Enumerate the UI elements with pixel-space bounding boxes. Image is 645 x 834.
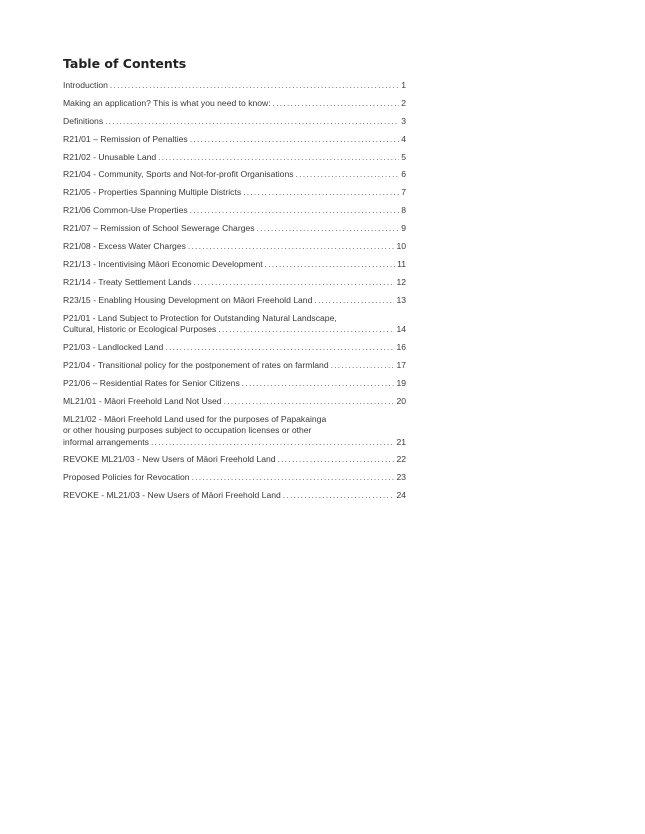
toc-entry[interactable] — [63, 342, 406, 354]
dot-leader — [257, 223, 400, 235]
toc-entry-title: Introduction — [63, 80, 108, 90]
toc-entry-row — [63, 295, 406, 307]
toc-entry-row — [63, 396, 406, 408]
toc-entry-title: R21/07 – Remission of School Sewerage Charges — [63, 223, 255, 234]
toc-page-number: 8 — [401, 205, 406, 216]
toc-page-number: 4 — [401, 133, 406, 144]
toc-entry-row — [63, 223, 406, 235]
toc-entry-title: R21/01 – Remission of Penalties — [63, 133, 188, 144]
toc-entry-row — [63, 342, 406, 354]
toc-entry-row — [63, 116, 406, 128]
page-title: Table of Contents — [63, 56, 187, 71]
toc-entry-row — [63, 490, 406, 502]
toc-page-number: 16 — [396, 341, 406, 352]
toc-list — [63, 80, 406, 502]
toc-entry[interactable] — [63, 98, 406, 110]
dot-leader — [151, 437, 394, 449]
toc-entry-row — [63, 241, 406, 253]
toc-page-number: 3 — [401, 115, 406, 126]
toc-page-number: 12 — [396, 276, 406, 287]
dot-leader — [242, 378, 395, 390]
toc-entry[interactable] — [63, 360, 406, 372]
toc-entry-row — [63, 80, 406, 92]
dot-leader — [105, 116, 399, 128]
toc-entry[interactable] — [63, 169, 406, 181]
toc-page-number: 14 — [396, 324, 406, 335]
toc-entry-row — [63, 98, 406, 110]
toc-entry[interactable] — [63, 295, 406, 307]
toc-entry-title: R21/05 - Properties Spanning Multiple Districts — [63, 187, 242, 198]
toc-entry-title-line: or other housing purposes subject to occupation licenses or other — [63, 425, 312, 436]
toc-page-number: 10 — [396, 241, 406, 252]
toc-entry[interactable] — [63, 277, 406, 289]
dot-leader — [278, 454, 395, 466]
dot-leader — [296, 169, 400, 181]
toc-entry-title: Cultural, Historic or Ecological Purposes — [63, 324, 217, 335]
toc-entry[interactable] — [63, 80, 406, 92]
toc-entry[interactable] — [63, 313, 406, 336]
dot-leader — [110, 80, 399, 92]
toc-entry-title: R21/06 Common-Use Properties — [63, 205, 188, 216]
toc-entry-title: ML21/01 - Māori Freehold Land Not Used — [63, 395, 222, 406]
toc-entry[interactable] — [63, 223, 406, 235]
toc-page-number: 2 — [401, 97, 406, 108]
dot-leader — [224, 396, 395, 408]
toc-page-number: 5 — [401, 151, 406, 162]
dot-leader — [331, 360, 395, 372]
toc-entry-row — [63, 259, 406, 271]
toc-entry-title: R21/14 - Treaty Settlement Lands — [63, 276, 192, 287]
toc-entry[interactable] — [63, 490, 406, 502]
toc-page-number: 24 — [396, 490, 406, 501]
toc-entry[interactable] — [63, 472, 406, 484]
document-page — [63, 56, 406, 508]
toc-entry-title-line: P21/01 - Land Subject to Protection for Outstanding Natural Landscape, — [63, 312, 337, 323]
toc-page-number: 17 — [396, 359, 406, 370]
toc-entry-row — [63, 187, 406, 199]
toc-page-number: 19 — [396, 377, 406, 388]
dot-leader — [190, 134, 400, 146]
toc-entry-title: R21/04 - Community, Sports and Not-for-profit Organisations — [63, 169, 294, 180]
toc-entry-row — [63, 277, 406, 289]
toc-entry[interactable] — [63, 414, 406, 449]
toc-entry-title: R21/02 - Unusable Land — [63, 151, 157, 162]
toc-entry[interactable] — [63, 378, 406, 390]
toc-entry-title: REVOKE ML21/03 - New Users of Māori Freehold Land — [63, 454, 276, 465]
dot-leader — [283, 490, 395, 502]
toc-entry-row — [63, 152, 406, 164]
toc-page-number: 13 — [396, 294, 406, 305]
toc-page-number: 21 — [396, 436, 406, 447]
toc-page-number: 22 — [396, 454, 406, 465]
toc-entry-row — [63, 378, 406, 390]
toc-page-number: 1 — [401, 80, 406, 90]
toc-entry-row — [63, 205, 406, 217]
dot-leader — [314, 295, 394, 307]
toc-entry-row — [63, 437, 406, 449]
toc-entry-title-line: ML21/02 - Māori Freehold Land used for the purposes of Papakainga — [63, 413, 327, 424]
toc-page-number: 23 — [396, 472, 406, 483]
toc-entry[interactable] — [63, 134, 406, 146]
toc-entry-title: REVOKE - ML21/03 - New Users of Māori Freehold Land — [63, 490, 281, 501]
toc-page-number: 7 — [401, 187, 406, 198]
toc-entry-title: P21/04 - Transitional policy for the postponement of rates on farmland — [63, 359, 329, 370]
toc-entry-title: Making an application? This is what you need to know: — [63, 97, 271, 108]
toc-entry-title: R21/08 - Excess Water Charges — [63, 241, 186, 252]
toc-entry[interactable] — [63, 205, 406, 217]
toc-entry-row — [63, 454, 406, 466]
toc-entry-row — [63, 324, 406, 336]
dot-leader — [188, 241, 395, 253]
toc-entry[interactable] — [63, 241, 406, 253]
toc-entry[interactable] — [63, 187, 406, 199]
toc-page-number: 20 — [396, 395, 406, 406]
toc-entry-title: informal arrangements — [63, 436, 149, 447]
toc-entry-row — [63, 134, 406, 146]
dot-leader — [192, 472, 395, 484]
toc-entry-title: Proposed Policies for Revocation — [63, 472, 190, 483]
toc-entry-title: Definitions — [63, 115, 104, 126]
toc-page-number: 6 — [401, 169, 406, 180]
toc-page-number: 9 — [401, 223, 406, 234]
toc-entry-title: P21/03 - Landlocked Land — [63, 341, 164, 352]
toc-entry-title: R21/13 - Incentivising Māori Economic Development — [63, 258, 263, 269]
toc-entry[interactable] — [63, 396, 406, 408]
dot-leader — [273, 98, 400, 110]
toc-page-number: 11 — [397, 258, 406, 269]
toc-entry-row — [63, 169, 406, 181]
dot-leader — [243, 187, 399, 199]
toc-entry[interactable] — [63, 454, 406, 466]
toc-entry[interactable] — [63, 116, 406, 128]
toc-entry[interactable] — [63, 152, 406, 164]
dot-leader — [165, 342, 394, 354]
toc-entry-row — [63, 360, 406, 372]
dot-leader — [194, 277, 395, 289]
dot-leader — [265, 259, 395, 271]
toc-entry-title: P21/06 – Residential Rates for Senior Citizens — [63, 377, 240, 388]
dot-leader — [218, 324, 394, 336]
toc-entry-title: R23/15 - Enabling Housing Development on Māori Freehold Land — [63, 294, 313, 305]
dot-leader — [158, 152, 399, 164]
dot-leader — [190, 205, 400, 217]
toc-entry-row — [63, 472, 406, 484]
toc-entry[interactable] — [63, 259, 406, 271]
